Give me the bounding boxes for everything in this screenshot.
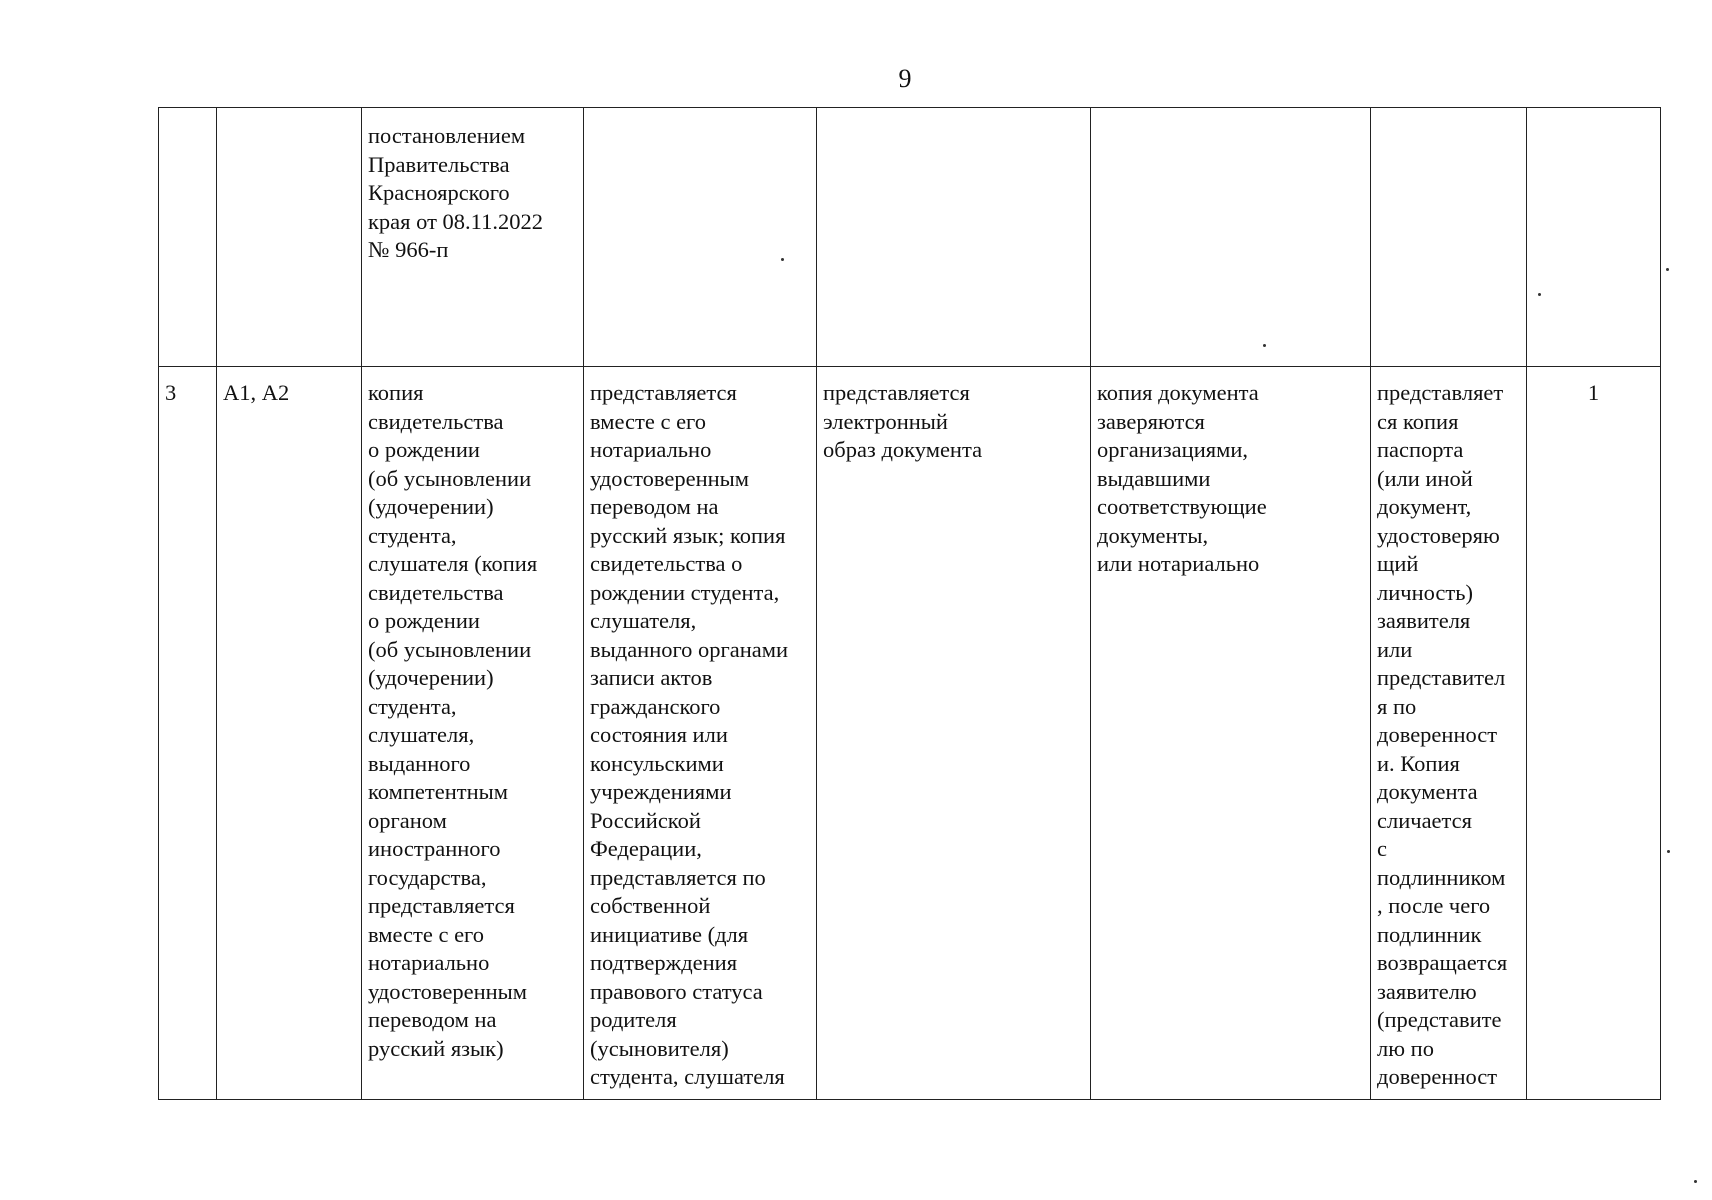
scan-speck [1538, 293, 1541, 296]
scan-speck [1694, 1180, 1697, 1183]
table-cell-paper-form: представляет ся копия паспорта (или иной документ, удостоверяю щий личность) заявителя или представител я по доверенност и. Копия документа сличается с подлинником , после чего подлинник возвращается заявителю (представите лю по доверенност [1371, 367, 1527, 1100]
page-number: 9 [898, 64, 912, 93]
table-cell-count: 1 [1527, 367, 1661, 1100]
scan-speck [1263, 344, 1266, 347]
scan-speck [1667, 850, 1670, 853]
table-cell-count [1527, 108, 1661, 367]
table-cell-document: копия свидетельства о рождении (об усыновлении (удочерении) студента, слушателя (копия свидетельства о рождении (об усыновлении (удочерении) студента, слушателя, выданного компетентным органом иностранного государства, представляется вместе с его нотариально удостоверенным переводом на русский язык) [362, 367, 584, 1100]
table-cell-conditions [584, 108, 817, 367]
table-cell-category [217, 108, 362, 367]
scan-speck [781, 258, 784, 261]
table-cell-certification [1091, 108, 1371, 367]
scan-speck [1666, 268, 1669, 271]
document-table [158, 107, 1661, 1100]
table-cell-number: 3 [159, 367, 217, 1100]
table-row [159, 108, 1661, 367]
table-cell-document: постановлением Правительства Красноярского края от 08.11.2022 № 966-п [362, 108, 584, 367]
table-cell-number [159, 108, 217, 367]
table-row [159, 367, 1661, 1100]
table-cell-electronic-form [817, 108, 1091, 367]
table-cell-certification: копия документа заверяются организациями, выдавшими соответствующие документы, или нотариально [1091, 367, 1371, 1100]
table-cell-conditions: представляется вместе с его нотариально удостоверенным переводом на русский язык; копия свидетельства о рождении студента, слушателя, выданного органами записи актов гражданского состояния или консульскими учреждениями Российской Федерации, представляется по собственной инициативе (для подтверждения правового статуса родителя (усыновителя) студента, слушателя [584, 367, 817, 1100]
table-cell-category: А1, А2 [217, 367, 362, 1100]
table-cell-electronic-form: представляется электронный образ документа [817, 367, 1091, 1100]
table-cell-paper-form [1371, 108, 1527, 367]
